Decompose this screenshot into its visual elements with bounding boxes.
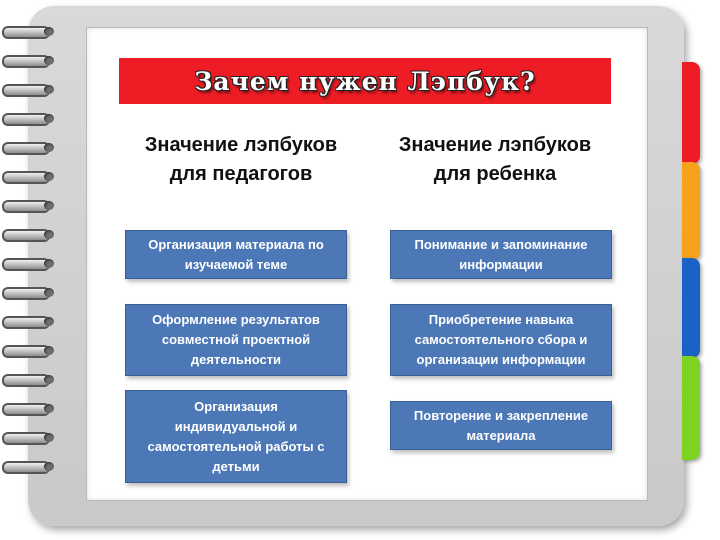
ring-loop [2,84,50,97]
spiral-ring [0,374,68,385]
heading-line: для педагогов [169,163,313,185]
box-line: информации [459,256,543,272]
spiral-ring [0,171,68,182]
ring-hole [44,56,54,65]
spiral-ring [0,316,68,327]
ring-hole [44,143,54,152]
tab-blue[interactable] [682,258,700,358]
box-line: детьми [212,458,260,474]
spiral-binding [0,26,70,496]
heading-line: Значение лэпбуков [144,134,338,156]
ring-hole [44,288,54,297]
ring-loop [2,258,50,271]
heading-line: для ребенка [433,163,557,185]
ring-hole [44,85,54,94]
ring-hole [44,27,54,36]
spiral-ring [0,142,68,153]
box-line: Повторение и закрепление [413,407,589,423]
ring-loop [2,316,50,329]
ring-hole [44,230,54,239]
box-line: Организация материала по [148,236,324,252]
ring-hole [44,462,54,471]
page-title: Зачем нужен Лэпбук? [194,66,536,96]
column-heading-teachers [116,131,366,189]
box-line: Организация [194,398,278,414]
box-line: индивидуальной и [174,418,298,434]
spiral-ring [0,229,68,240]
spiral-ring [0,113,68,124]
tab-green[interactable] [682,356,700,460]
box-line: совместной проектной [161,332,311,347]
box-line: материала [466,427,536,443]
ring-loop [2,432,50,445]
ring-hole [44,317,54,326]
ring-loop [2,229,50,242]
box-line: Понимание и запоминание [414,236,588,252]
spiral-ring [0,26,68,37]
ring-loop [2,55,50,68]
ring-hole [44,433,54,442]
ring-loop [2,200,50,213]
child-item-understanding [390,230,612,279]
teacher-item-individual-work [125,390,347,483]
spiral-ring [0,287,68,298]
ring-loop [2,171,50,184]
column-heading-child [370,131,620,189]
box-line: самостоятельного сбора и [414,332,588,347]
ring-loop [2,287,50,300]
spiral-ring [0,432,68,443]
ring-hole [44,172,54,181]
box-line: организации информации [416,352,586,367]
spiral-ring [0,403,68,414]
spiral-ring [0,55,68,66]
tab-orange[interactable] [682,162,700,260]
teacher-item-results-design [125,304,347,376]
ring-hole [44,346,54,355]
ring-hole [44,114,54,123]
title-banner [119,58,611,104]
box-line: самостоятельной работы с [147,438,325,454]
spiral-ring [0,345,68,356]
ring-loop [2,142,50,155]
ring-loop [2,345,50,358]
ring-hole [44,404,54,413]
box-line: деятельности [190,352,282,367]
ring-hole [44,259,54,268]
spiral-ring [0,200,68,211]
box-line: Оформление результатов [152,312,320,327]
child-item-skill-acquisition [390,304,612,376]
heading-line: Значение лэпбуков [398,134,592,156]
ring-loop [2,403,50,416]
teacher-item-organization-material [125,230,347,279]
ring-loop [2,461,50,474]
ring-loop [2,374,50,387]
ring-loop [2,113,50,126]
ring-loop [2,26,50,39]
ring-hole [44,201,54,210]
tab-red[interactable] [682,62,700,164]
spiral-ring [0,258,68,269]
ring-hole [44,375,54,384]
box-line: Приобретение навыка [428,312,574,327]
spiral-ring [0,84,68,95]
box-line: изучаемой теме [184,256,288,272]
child-item-repetition [390,401,612,450]
spiral-ring [0,461,68,472]
